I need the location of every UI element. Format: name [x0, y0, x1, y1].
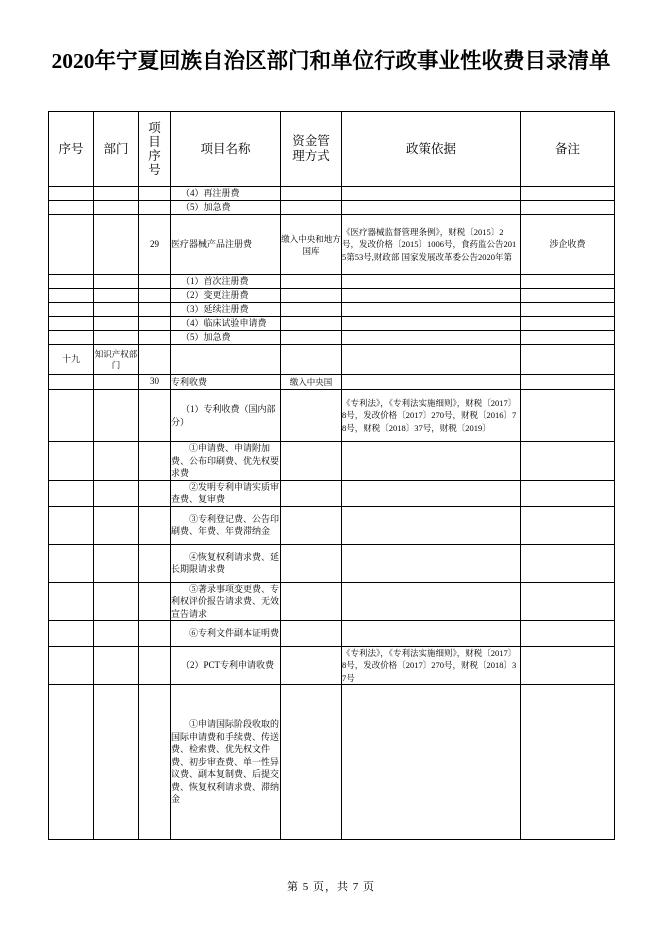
- table-body: [49, 187, 615, 840]
- cell-policy-basis: [342, 345, 521, 375]
- cell-policy-basis: [342, 275, 521, 289]
- cell-policy-basis: [342, 480, 521, 506]
- cell-policy-basis: [342, 303, 521, 317]
- cell-item-name: （3）延续注册费: [171, 303, 281, 317]
- table-row: [49, 331, 615, 345]
- cell-seq: [49, 442, 94, 481]
- cell-seq: [49, 187, 94, 201]
- cell-item-number: [139, 442, 171, 481]
- table-row: [49, 317, 615, 331]
- cell-item-name: ②发明专利申请实质审查费、复审费: [171, 481, 280, 504]
- table-row: [49, 480, 615, 506]
- cell-fund-management: [281, 187, 342, 201]
- cell-item-name: （1）专利收费（国内部分）: [171, 390, 281, 442]
- cell-item-number: [139, 187, 171, 201]
- column-header-item-number: [139, 112, 171, 187]
- cell-fund-management: [281, 390, 342, 442]
- cell-department: [94, 506, 139, 544]
- page-footer: 第 5 页，共 7 页: [287, 881, 375, 893]
- column-header-item-name: 项目名称: [171, 112, 281, 187]
- cell-department: [94, 331, 139, 345]
- cell-policy-basis: [342, 442, 521, 481]
- cell-policy-basis: 《专利法》，《专利法实施细则》，财税〔2017〕8号，发改价格〔2017〕270号，财税〔2016〕78号，财税〔2018〕37号，财税〔2019〕: [342, 390, 521, 442]
- cell-policy-basis: [342, 544, 521, 582]
- cell-item-name: （1）首次注册费: [171, 275, 281, 289]
- cell-item-number: [139, 506, 171, 544]
- column-header-item-number-char1: 项: [148, 121, 161, 135]
- cell-fund-management: [281, 442, 342, 481]
- table-row: [49, 544, 615, 582]
- cell-seq: [49, 582, 94, 621]
- cell-seq: [49, 506, 94, 544]
- cell-item-number: [139, 544, 171, 582]
- table-row: [49, 582, 615, 621]
- cell-note: [521, 187, 615, 201]
- cell-item-name: （2）PCT专利申请收费: [171, 647, 281, 685]
- table-row: [49, 621, 615, 647]
- table-row: [49, 375, 615, 390]
- cell-seq: [49, 275, 94, 289]
- cell-note: [521, 685, 615, 840]
- cell-item-name: ①申请国际阶段收取的国际申请费和手续费、传送费、检索费、优先权文件费、初步审查费、单一性异议费、副本复制费、后提交费、恢复权利请求费、滞纳金: [171, 685, 281, 840]
- cell-item-name: 专利收费: [171, 375, 281, 390]
- cell-item-number: [139, 647, 171, 685]
- cell-note: [521, 345, 615, 375]
- cell-note: [521, 647, 615, 685]
- cell-department: [94, 544, 139, 582]
- cell-department: [94, 201, 139, 215]
- cell-department: [94, 275, 139, 289]
- column-header-seq: 序号: [49, 112, 94, 187]
- table-row: [49, 685, 615, 840]
- cell-policy-basis: [342, 582, 521, 621]
- cell-item-name: （4）再注册费: [171, 187, 281, 201]
- cell-item-number: [139, 331, 171, 345]
- column-header-policy-basis: 政策依据: [342, 112, 521, 187]
- cell-item-name: ①申请费、申请附加费、公布印刷费、优先权要求费: [171, 443, 280, 478]
- column-header-fund-management-line1: 资金管: [292, 134, 330, 148]
- cell-fund-management: [281, 506, 342, 544]
- cell-item-number: [139, 390, 171, 442]
- cell-fund-management: 缴入中央国: [281, 375, 342, 390]
- cell-department: [94, 187, 139, 201]
- cell-fund-management: [281, 289, 342, 303]
- cell-fund-management: [281, 582, 342, 621]
- cell-fund-management: 缴入中央和地方国库: [281, 215, 342, 275]
- cell-item-number: [139, 621, 171, 647]
- cell-item-number: [139, 275, 171, 289]
- cell-item-name: 医疗器械产品注册费: [171, 215, 281, 275]
- fee-catalog-table: [48, 111, 615, 840]
- cell-department: [94, 375, 139, 390]
- cell-fund-management: [281, 275, 342, 289]
- cell-fund-management: [281, 345, 342, 375]
- cell-seq: [49, 390, 94, 442]
- cell-department: [94, 480, 139, 506]
- cell-seq: 十九: [49, 345, 94, 375]
- cell-fund-management: [281, 480, 342, 506]
- cell-item-name: （5）加急费: [171, 331, 281, 345]
- fee-catalog-table-wrapper: [48, 111, 614, 840]
- cell-item-name: （2）变更注册费: [171, 289, 281, 303]
- cell-policy-basis: [342, 621, 521, 647]
- cell-policy-basis: 《专利法》，《专利法实施细则》，财税〔2017〕8号，发改价格〔2017〕270号，财税〔2018〕37号: [342, 647, 521, 685]
- table-row: [49, 442, 615, 481]
- cell-fund-management: [281, 201, 342, 215]
- cell-fund-management: [281, 317, 342, 331]
- cell-note: [521, 480, 615, 506]
- cell-seq: [49, 480, 94, 506]
- cell-policy-basis: [342, 187, 521, 201]
- cell-item-number: [139, 582, 171, 621]
- cell-note: [521, 506, 615, 544]
- cell-item-number: [139, 345, 171, 375]
- cell-fund-management: [281, 544, 342, 582]
- cell-department: [94, 685, 139, 840]
- cell-fund-management: [281, 685, 342, 840]
- cell-department: [94, 647, 139, 685]
- status-badge: 涉企收费: [521, 215, 615, 275]
- column-header-fund-management-line2: 理方式: [292, 149, 330, 163]
- page-title: 2020年宁夏回族自治区部门和单位行政事业性收费目录清单: [51, 49, 611, 73]
- cell-seq: [49, 544, 94, 582]
- cell-note: [521, 331, 615, 345]
- cell-department: 知识产权部门: [94, 345, 139, 375]
- column-header-fund-management: [281, 112, 342, 187]
- cell-note: [521, 275, 615, 289]
- cell-department: [94, 442, 139, 481]
- table-row: [49, 345, 615, 375]
- cell-note: [521, 442, 615, 481]
- cell-item-name: （4）临床试验申请费: [171, 317, 281, 331]
- column-header-department: 部门: [94, 112, 139, 187]
- cell-policy-basis: [342, 685, 521, 840]
- cell-seq: [49, 201, 94, 215]
- cell-note: [521, 289, 615, 303]
- cell-item-number: [139, 303, 171, 317]
- table-header-row: [49, 112, 615, 187]
- cell-item-name: （5）加急费: [171, 201, 281, 215]
- cell-department: [94, 289, 139, 303]
- cell-item-number: [139, 201, 171, 215]
- cell-seq: [49, 331, 94, 345]
- table-row: [49, 303, 615, 317]
- column-header-item-number-char2: 目: [148, 135, 161, 149]
- cell-note: [521, 303, 615, 317]
- cell-item-name: ④恢复权利请求费、延长期限请求费: [171, 544, 281, 582]
- cell-policy-basis: 《医疗器械监督管理条例》，财税〔2015〕2号，发改价格〔2015〕1006号，食药监公告2015第53号,财政部 国家发展改革委公告2020年第: [342, 215, 521, 275]
- cell-department: [94, 390, 139, 442]
- table-row: [49, 647, 615, 685]
- cell-fund-management: [281, 331, 342, 345]
- cell-policy-basis: [342, 506, 521, 544]
- cell-policy-basis: [342, 317, 521, 331]
- cell-seq: [49, 621, 94, 647]
- cell-department: [94, 621, 139, 647]
- cell-seq: [49, 375, 94, 390]
- cell-fund-management: [281, 621, 342, 647]
- table-header: [49, 112, 615, 187]
- cell-item-number: [139, 480, 171, 506]
- cell-item-number: [139, 289, 171, 303]
- cell-note: [521, 201, 615, 215]
- table-row: [49, 289, 615, 303]
- table-row: [49, 506, 615, 544]
- cell-seq: [49, 317, 94, 331]
- cell-seq: [49, 647, 94, 685]
- cell-note: [521, 621, 615, 647]
- cell-seq: [49, 289, 94, 303]
- cell-policy-basis: [342, 375, 521, 390]
- cell-seq: [49, 215, 94, 275]
- cell-fund-management: [281, 647, 342, 685]
- cell-item-name: ⑤著录事项变更费、专利权评价报告请求费、无效宣告请求: [171, 583, 280, 619]
- cell-item-number: 29: [139, 215, 171, 275]
- table-row: [49, 187, 615, 201]
- cell-policy-basis: [342, 331, 521, 345]
- cell-note: [521, 317, 615, 331]
- column-header-note: 备注: [521, 112, 615, 187]
- cell-item-name: ⑥专利文件副本证明费: [171, 621, 281, 647]
- column-header-item-number-char3: 序: [148, 149, 161, 163]
- table-row: [49, 275, 615, 289]
- cell-department: [94, 582, 139, 621]
- cell-item-number: 30: [139, 375, 171, 390]
- table-row: [49, 390, 615, 442]
- cell-item-number: [139, 317, 171, 331]
- column-header-item-number-char4: 号: [148, 163, 161, 177]
- table-row: [49, 215, 615, 275]
- cell-item-name: [171, 345, 281, 375]
- cell-fund-management: [281, 303, 342, 317]
- cell-note: [521, 544, 615, 582]
- cell-note: [521, 582, 615, 621]
- cell-item-number: [139, 685, 171, 840]
- cell-seq: [49, 685, 94, 840]
- cell-department: [94, 303, 139, 317]
- cell-seq: [49, 303, 94, 317]
- cell-department: [94, 215, 139, 275]
- cell-department: [94, 317, 139, 331]
- cell-note: [521, 375, 615, 390]
- cell-item-name: ③专利登记费、公告印刷费、年费、年费滞纳金: [171, 506, 281, 544]
- cell-policy-basis: [342, 289, 521, 303]
- table-row: [49, 201, 615, 215]
- cell-note: [521, 390, 615, 442]
- cell-policy-basis: [342, 201, 521, 215]
